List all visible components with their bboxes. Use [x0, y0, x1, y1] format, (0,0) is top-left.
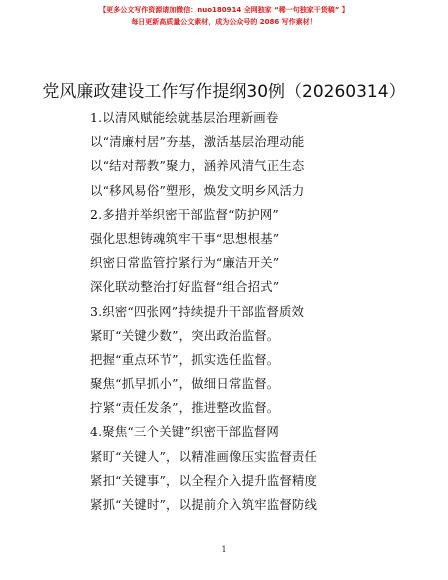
outline-item: 紧盯“关键人”，以精准画像压实监督责任 — [90, 448, 318, 464]
promo-banner — [0, 4, 448, 28]
outline-item: 紧扣“关键事”，以全程介入提升监督精度 — [90, 472, 318, 488]
promo-banner-line-1: 【更多公文写作资源请加微信：nuo180914 全网独家 “稀一句独家干货稿” 】 — [99, 6, 349, 14]
page-number: 1 — [221, 545, 227, 554]
outline-item: 强化思想铸魂筑牢干事“思想根基” — [90, 230, 280, 246]
outline-heading: 3.织密“四张网”持续提升干部监督质效 — [90, 303, 305, 319]
outline-heading: 1.以清风赋能绘就基层治理新画卷 — [90, 110, 279, 125]
outline-item: 紧抓“关键时”，以提前介入筑牢监督防线 — [90, 497, 318, 512]
outline-heading: 2.多措并举织密干部监督“防护网” — [90, 206, 279, 222]
outline-body — [90, 106, 430, 517]
outline-item: 紧盯“关键少数”，突出政治监督。 — [90, 327, 280, 343]
outline-item: 以“移风易俗”塑形，焕发文明乡风活力 — [90, 182, 305, 198]
outline-item: 以“结对帮教”聚力，涵养风清气正生态 — [90, 158, 305, 174]
outline-item: 聚焦“抓早抓小”，做细日常监督。 — [90, 376, 280, 392]
outline-item: 以“清廉村居”夯基，激活基层治理动能 — [90, 134, 305, 150]
promo-banner-line-2: 每日更新高质量公文素材，成为公众号的 2086 写作素材！ — [131, 18, 317, 26]
outline-item: 拧紧“责任发条”，推进整改监督。 — [90, 400, 280, 416]
outline-item: 把握“重点环节”，抓实选任监督。 — [90, 351, 280, 367]
outline-item: 深化联动整治打好监督“组合招式” — [90, 279, 280, 295]
outline-heading: 4.聚焦“三个关键”织密干部监督网 — [90, 424, 279, 440]
outline-item: 织密日常监管拧紧行为“廉洁开关” — [90, 255, 280, 271]
document-title: 党风廉政建设工作写作提纲30例（20260314） — [42, 82, 406, 102]
